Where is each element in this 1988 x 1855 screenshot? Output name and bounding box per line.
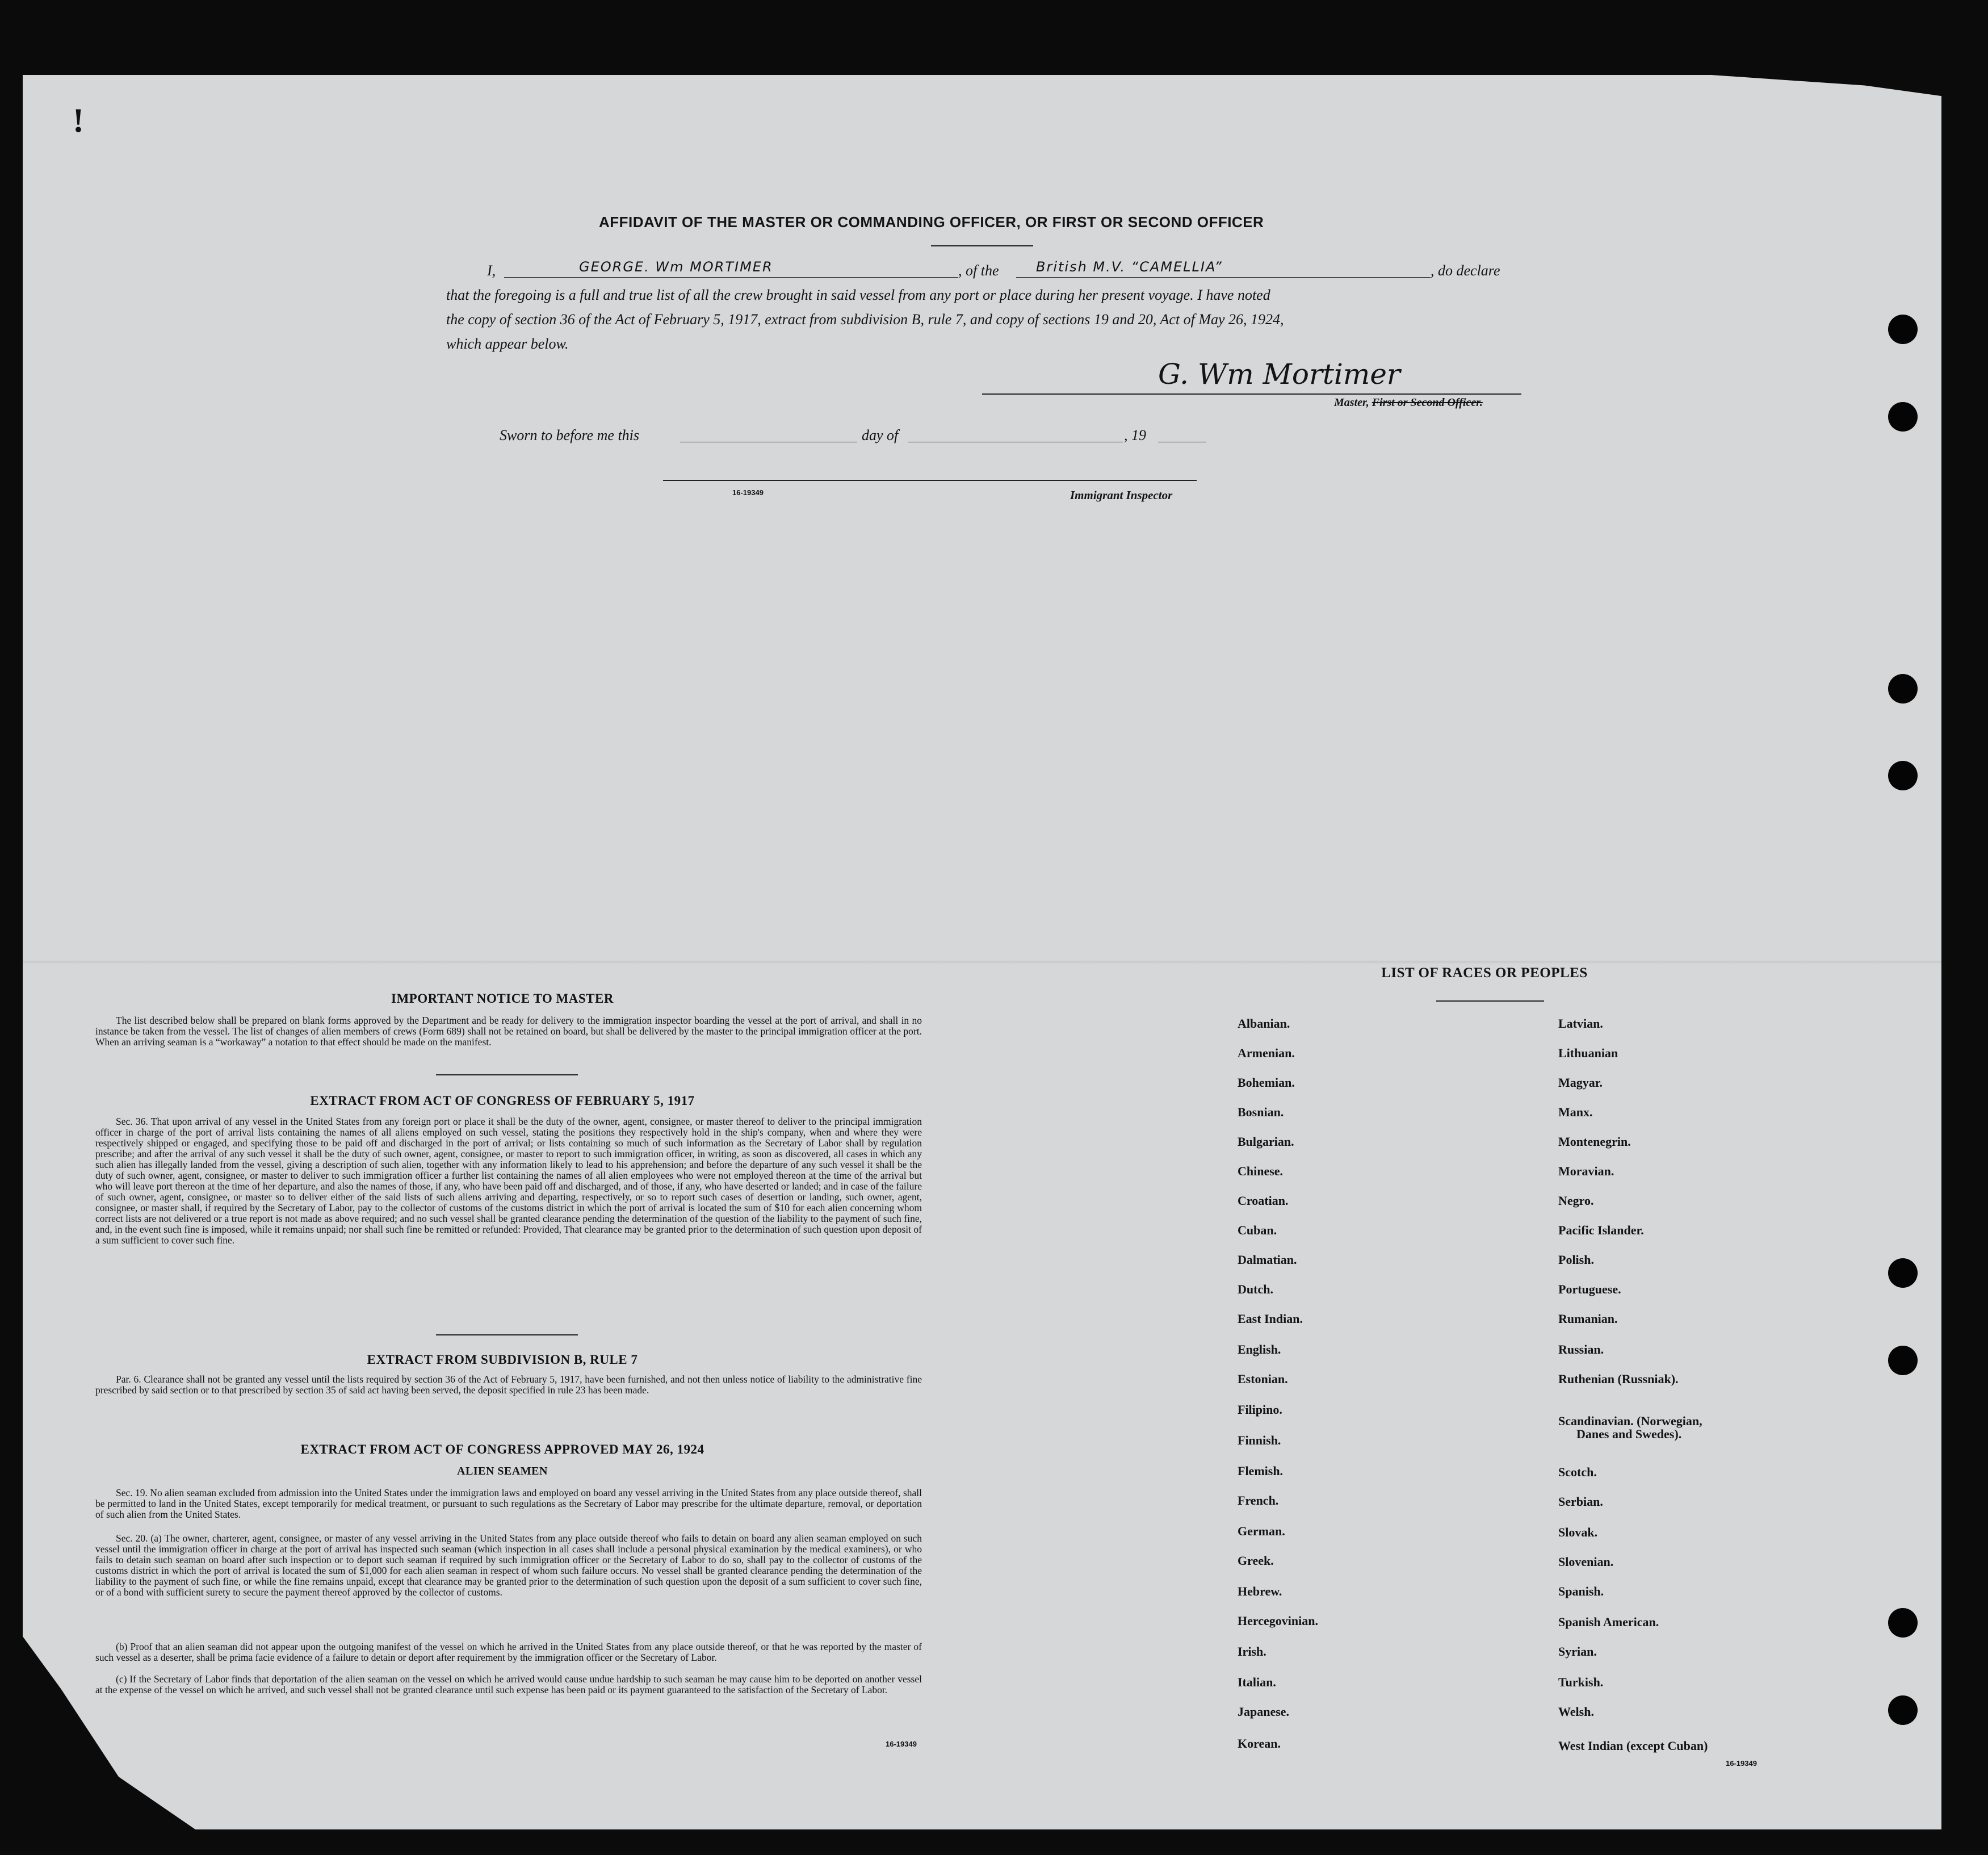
extract-rule7-title: EXTRACT FROM SUBDIVISION B, RULE 7 — [367, 1352, 638, 1367]
race-item: Albanian. — [1238, 1016, 1290, 1031]
punch-hole — [1888, 1346, 1918, 1375]
race-item: Scandinavian. (Norwegian, — [1558, 1414, 1702, 1428]
punch-hole — [1888, 1608, 1918, 1638]
race-item: Dalmatian. — [1238, 1253, 1297, 1267]
of-the-label: , of the — [958, 262, 999, 279]
race-item: Korean. — [1238, 1736, 1281, 1751]
race-item: Pacific Islander. — [1558, 1223, 1644, 1237]
form-number-bottom-left: 16-19349 — [886, 1740, 917, 1748]
sec20b-text: (b) Proof that an alien seaman did not appear upon the outgoing manifest of the vessel on which he arrived in the United States from any place outside thereof, or that he was reported by the master of such vessel as a deserter, shall be prima facie evidence of a failure to detain or deport after requirement by the immigration officer or the Secretary of Labor. — [95, 1641, 922, 1663]
race-item: Manx. — [1558, 1105, 1593, 1119]
race-item: Montenegrin. — [1558, 1134, 1631, 1149]
divider — [1436, 1000, 1544, 1002]
sec20c-text: (c) If the Secretary of Labor finds that deportation of the alien seaman on the vessel on which he arrived would cause undue hardship to such seaman he may cause him to be deported on another vessel at the expense of the vessel on which he arrived, and such vessel shall not be granted clearance until such expense has been paid or its payment guaranteed to the satisfaction of the Secretary of Labor. — [95, 1673, 922, 1695]
race-item: Croatian. — [1238, 1194, 1289, 1208]
race-item: Slovenian. — [1558, 1555, 1614, 1569]
race-item: Spanish. — [1558, 1584, 1604, 1598]
race-item: Cuban. — [1238, 1223, 1277, 1237]
vessel-name-handwritten: British M.V. “CAMELLIA” — [1036, 259, 1223, 275]
vessel-name-line — [1016, 277, 1431, 278]
race-item: Welsh. — [1558, 1705, 1594, 1719]
notice-text: The list described below shall be prepared on blank forms approved by the Department and be ready for delivery to the immigration inspector boarding the vessel at the port of arrival, and shall in no instance be taken from the vessel. The list of changes of alien members of crews (Form 689) shall not be retained on board, but shall be delivered by the master to the principal immigration officer at the port. When an arriving seaman is a “workaway” a notation to that effect should be made on the manifest. — [95, 1015, 922, 1048]
race-item: Lithuanian — [1558, 1046, 1618, 1060]
extract-rule7-text: Par. 6. Clearance shall not be granted any vessel until the lists required by section 36 of the Act of February 5, 1917, have been furnished, and not then unless notice of liability to the administrative fine prescribed by said section or to that prescribed by section 35 of said act having been served, the deposit specified in rule 23 has been made. — [95, 1374, 922, 1396]
race-item: Chinese. — [1238, 1164, 1284, 1178]
race-item: Magyar. — [1558, 1075, 1603, 1090]
sec19-text: Sec. 19. No alien seaman excluded from admission into the United States under the immigration laws and employed on board any vessel arriving in the United States from any place outside thereof, shall be permitted to land in the United States, except temporarily for medical treatment, or pursuant to such regulations as the Secretary of Labor may prescribe for the ultimate departure, removal, or deportation of such alien from the United States. — [95, 1487, 922, 1520]
affidavit-title: AFFIDAVIT OF THE MASTER OR COMMANDING OFFICER, OR FIRST OR SECOND OFFICER — [599, 213, 1264, 231]
extract-1917-title: EXTRACT FROM ACT OF CONGRESS OF FEBRUARY 5, 1917 — [310, 1094, 695, 1108]
sworn-label: Sworn to before me this — [500, 427, 640, 443]
punch-hole — [1888, 1695, 1918, 1725]
race-item: German. — [1238, 1524, 1285, 1538]
signature-line — [982, 393, 1521, 395]
race-item: Hebrew. — [1238, 1584, 1282, 1598]
race-item: Armenian. — [1238, 1046, 1295, 1060]
race-item: Irish. — [1238, 1644, 1266, 1659]
race-item: Moravian. — [1558, 1164, 1614, 1178]
race-item: Ruthenian (Russniak). — [1558, 1372, 1679, 1386]
race-item: Portuguese. — [1558, 1282, 1621, 1296]
race-item-continuation: Danes and Swedes). — [1576, 1427, 1682, 1441]
race-item: Flemish. — [1238, 1464, 1284, 1478]
race-item: Italian. — [1238, 1675, 1276, 1689]
extract-1924-subtitle: ALIEN SEAMEN — [457, 1465, 548, 1477]
race-item: West Indian (except Cuban) — [1558, 1739, 1708, 1753]
form-number-bottom-right: 16-19349 — [1726, 1759, 1757, 1768]
race-item: Negro. — [1558, 1194, 1594, 1208]
race-item: Polish. — [1558, 1253, 1594, 1267]
race-item: Japanese. — [1238, 1705, 1290, 1719]
divider — [436, 1334, 578, 1335]
i-label: I, — [487, 262, 496, 279]
race-item: Finnish. — [1238, 1433, 1281, 1447]
race-item: East Indian. — [1238, 1312, 1303, 1326]
signature-caption — [1334, 396, 1483, 409]
race-item: Bosnian. — [1238, 1105, 1284, 1119]
race-item: Serbian. — [1558, 1494, 1603, 1509]
race-item: Filipino. — [1238, 1402, 1282, 1417]
notice-title: IMPORTANT NOTICE TO MASTER — [391, 991, 614, 1006]
race-item: Bohemian. — [1238, 1075, 1295, 1090]
punch-hole — [1888, 761, 1918, 790]
day-of-label: day of — [862, 427, 899, 443]
extract-1917-text: Sec. 36. That upon arrival of any vessel in the United States from any foreign port or place it shall be the duty of the owner, agent, consignee, or master thereof to deliver to the principal immigration officer in charge of the port of arrival lists containing the names of all aliens employed on such vessel, stating the positions they respectively hold in the ship's company, when and where they were respectively shipped or engaged, and specifying those to be paid off and discharged in the port of arrival; or lists containing so much of such information as the Secretary of Labor shall by regulation prescribe; and after the arrival of any such vessel it shall be the duty of such owner, agent, consignee, or master to report to such immigration officer, in writing, as soon as discovered, all cases in which any such alien has illegally landed from the vessel, giving a description of such alien, together with any information likely to lead to his apprehension; and before the departure of any such vessel it shall be the duty of such owner, agent, consignee, or master to deliver to such immigration officer a further list containing the names of all alien employees who were not employed thereon at the time of the arrival but who will leave port thereon at the time of her departure, and also the names of those, if any, who have been paid off and discharged, and of those, if any, who have deserted or landed; and in case of the failure of such owner, agent, consignee, or master so to deliver either of the said lists of such aliens arriving and departing, respectively, or so to report such cases of desertion or landing, such owner, agent, consignee, or master shall, if required by the Secretary of Labor, pay to the collector of customs of the customs district in which the port of arrival is located the sum of $10 for each alien concerning whom correct lists are not delivered or a true report is not made as above required; and no such vessel shall be granted clearance pending the determination of the question of the liability to the payment of such fine, and, in the event such fine is imposed, while it remains unpaid; nor shall such fine be remitted or refunded: Provided, That clearance may be granted prior to the determination of such question upon deposit of a sum sufficient to cover such fine. — [95, 1116, 922, 1246]
form-number-top: 16-19349 — [732, 488, 764, 497]
race-item: Slovak. — [1558, 1525, 1598, 1539]
race-item: Greek. — [1238, 1553, 1274, 1568]
divider — [436, 1074, 578, 1075]
do-declare-label: , do declare — [1431, 262, 1500, 279]
race-item: Estonian. — [1238, 1372, 1288, 1386]
race-item: Latvian. — [1558, 1016, 1603, 1031]
inspector-caption: Immigrant Inspector — [1070, 488, 1173, 502]
divider — [931, 245, 1033, 246]
year-label: , 19 — [1124, 427, 1146, 443]
race-item: Rumanian. — [1558, 1312, 1618, 1326]
master-name-line — [504, 277, 958, 278]
race-item: Dutch. — [1238, 1282, 1273, 1296]
race-item: French. — [1238, 1493, 1279, 1508]
master-name-handwritten: GEORGE. Wm MORTIMER — [579, 259, 773, 275]
corner-handwritten-mark: ! — [73, 102, 84, 139]
races-title: LIST OF RACES OR PEOPLES — [1381, 965, 1588, 981]
fold-crease — [23, 961, 1941, 965]
race-item: Bulgarian. — [1238, 1134, 1294, 1149]
extract-1924-title: EXTRACT FROM ACT OF CONGRESS APPROVED MAY 26, 1924 — [300, 1442, 704, 1456]
race-item: Turkish. — [1558, 1675, 1604, 1689]
race-item: English. — [1238, 1342, 1281, 1356]
inspector-signature-line — [663, 480, 1197, 481]
race-item: Syrian. — [1558, 1644, 1597, 1659]
affidavit-line-2: that the foregoing is a full and true list of all the crew brought in said vessel from any port or place during her present voyage. I have noted — [446, 287, 1270, 303]
race-item: Scotch. — [1558, 1465, 1597, 1479]
sec20a-text: Sec. 20. (a) The owner, charterer, agent, consignee, or master of any vessel arriving in the United States from any place outside thereof who fails to detain on board any alien seaman employed on such vessel until the immigration officer in charge at the port of arrival has inspected such seaman (which inspection in all cases shall include a personal physical examination by the medical examiners), or who fails to detain such seaman on board after such inspection or to deport such seaman if required by such immigration officer or the Secretary of Labor to do so, shall pay to the collector of customs of the customs district in which the port of arrival is located the sum of $1,000 for each alien seaman in respect of whom such failure occurs. No vessel shall be granted clearance pending the determination of the liability to the payment of such fine, or while the fine remains unpaid, except that clearance may be granted prior to the determination of such question upon the deposit of a sum sufficient to cover such fine, or of a bond with sufficient surety to secure the payment thereof approved by the collector of customs. — [95, 1532, 922, 1598]
punch-hole — [1888, 674, 1918, 704]
affidavit-line-3: the copy of section 36 of the Act of February 5, 1917, extract from subdivision B, rule 7, and copy of sections 19 and 20, Act of May 26, 1924, — [446, 311, 1284, 328]
punch-hole — [1888, 1258, 1918, 1288]
caption-struck-officer: First or Second Officer. — [1372, 396, 1483, 409]
race-item: Hercegovinian. — [1238, 1614, 1318, 1628]
punch-hole — [1888, 315, 1918, 344]
caption-master: Master, — [1334, 396, 1372, 409]
affidavit-line-4: which appear below. — [446, 336, 569, 352]
master-signature: G. Wm Mortimer — [1158, 358, 1400, 391]
race-item: Russian. — [1558, 1342, 1604, 1356]
race-item: Spanish American. — [1558, 1615, 1659, 1629]
punch-hole — [1888, 402, 1918, 432]
